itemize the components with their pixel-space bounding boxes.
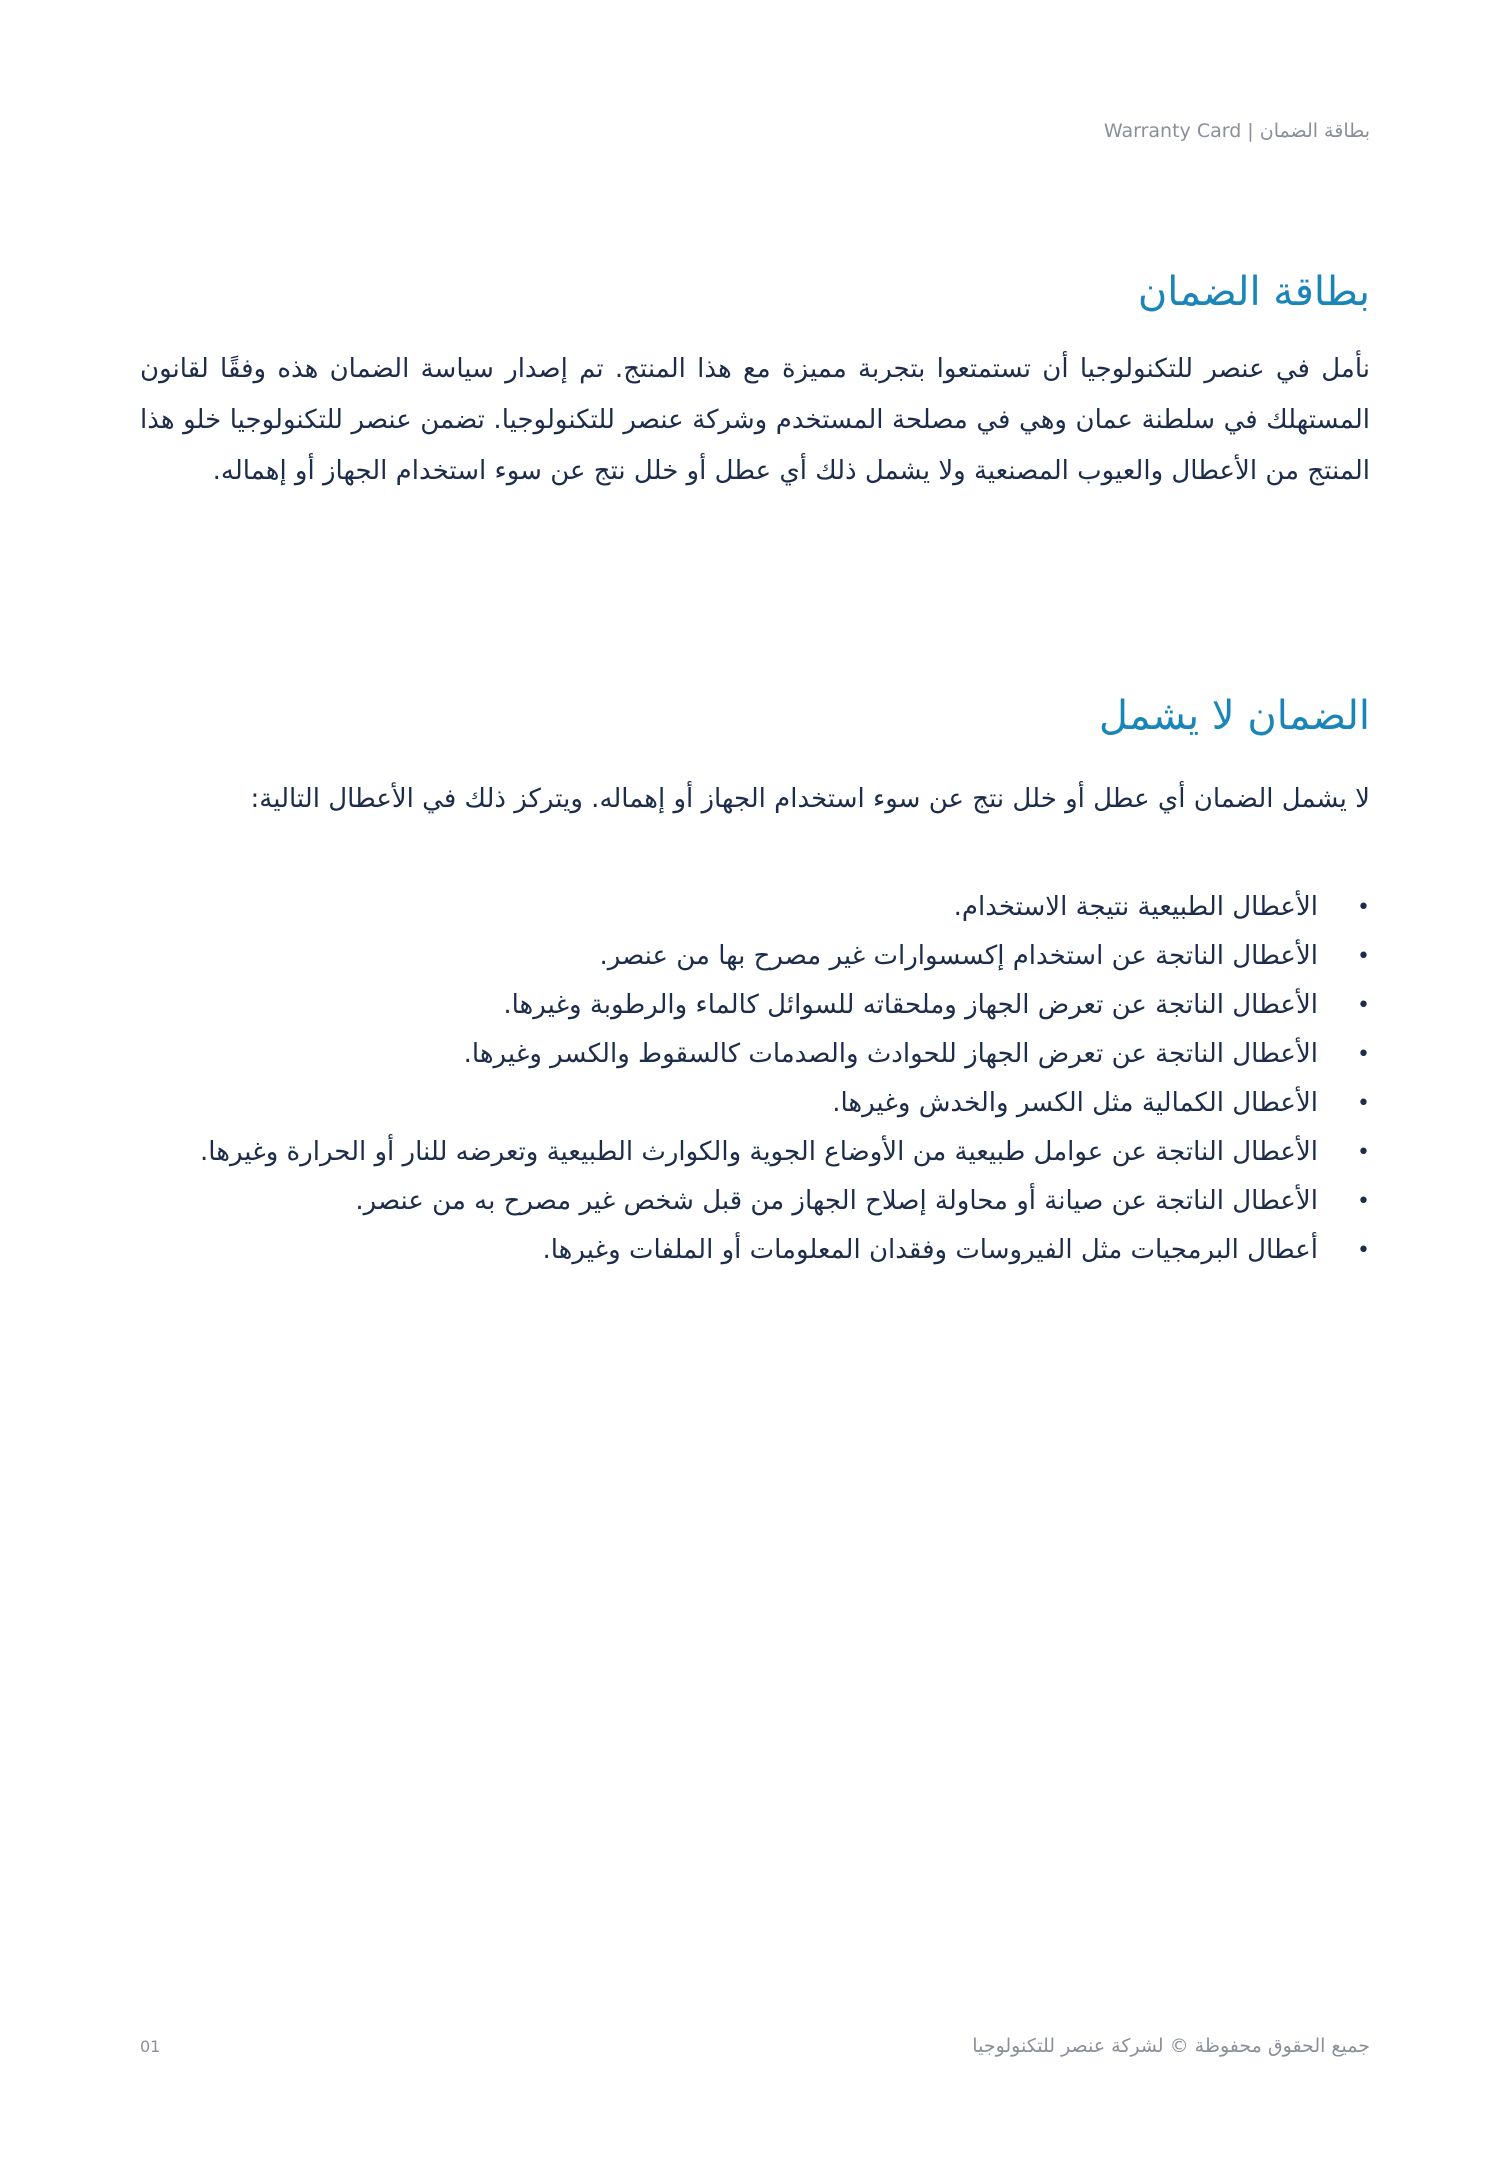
list-item [140,1226,1370,1275]
bullet-icon: • [1357,1189,1370,1214]
list-item-text: الأعطال الناتجة عن تعرض الجهاز للحوادث والصدمات كالسقوط والكسر وغيرها. [463,1039,1318,1069]
exclusions-section [140,692,1370,1275]
list-item-text: أعطال البرمجيات مثل الفيروسات وفقدان المعلومات أو الملفات وغيرها. [542,1235,1318,1265]
exclusions-title: الضمان لا يشمل [1098,693,1370,739]
list-item-text: الأعطال الناتجة عن عوامل طبيعية من الأوضاع الجوية والكوارث الطبيعية وتعرضه للنار أو الحرارة وغيرها. [200,1137,1318,1167]
bullet-icon: • [1357,944,1370,969]
list-item-text: الأعطال الطبيعية نتيجة الاستخدام. [953,892,1318,922]
list-item [140,932,1370,981]
list-item-text: الأعطال الناتجة عن تعرض الجهاز وملحقاته للسوائل كالماء والرطوبة وغيرها. [503,990,1318,1020]
list-item [140,1177,1370,1226]
header-label: بطاقة الضمان | Warranty Card [1103,120,1370,142]
list-item-text: الأعطال الناتجة عن استخدام إكسسوارات غير مصرح بها من عنصر. [599,941,1318,971]
bullet-icon: • [1357,1140,1370,1165]
warranty-title: بطاقة الضمان [1137,269,1370,315]
list-item [140,1128,1370,1177]
list-item [140,981,1370,1030]
bullet-icon: • [1357,993,1370,1018]
exclusions-list [140,883,1370,1275]
bullet-icon: • [1357,1042,1370,1067]
list-item [140,1079,1370,1128]
exclusions-intro: لا يشمل الضمان أي عطل أو خلل نتج عن سوء استخدام الجهاز أو إهماله. ويتركز ذلك في الأعطال التالية: [250,784,1370,814]
list-item-text: الأعطال الكمالية مثل الكسر والخدش وغيرها. [832,1088,1318,1118]
footer-copyright: جميع الحقوق محفوظة © لشركة عنصر للتكنولوجيا [972,2035,1370,2057]
list-item [140,883,1370,932]
warranty-body: نأمل في عنصر للتكنولوجيا أن تستمتعوا بتجربة مميزة مع هذا المنتج. تم إصدار سياسة الضمان هذه وفقًا لقانون المستهلك في سلطنة عمان وهي في مصلحة المستخدم وشركة عنصر للتكنولوجيا. تضمن عنصر للتكنولوجيا خلو هذا المنتج من الأعطال والعيوب المصنعية ولا يشمل ذلك أي عطل أو خلل نتج عن سوء استخدام الجهاز أو إهماله. [140,354,1370,486]
bullet-icon: • [1357,1238,1370,1263]
bullet-icon: • [1357,895,1370,920]
bullet-icon: • [1357,1091,1370,1116]
list-item [140,1030,1370,1079]
warranty-section [140,268,1370,497]
page-number: 01 [140,2037,161,2056]
list-item-text: الأعطال الناتجة عن صيانة أو محاولة إصلاح الجهاز من قبل شخص غير مصرح به من عنصر. [355,1186,1318,1216]
